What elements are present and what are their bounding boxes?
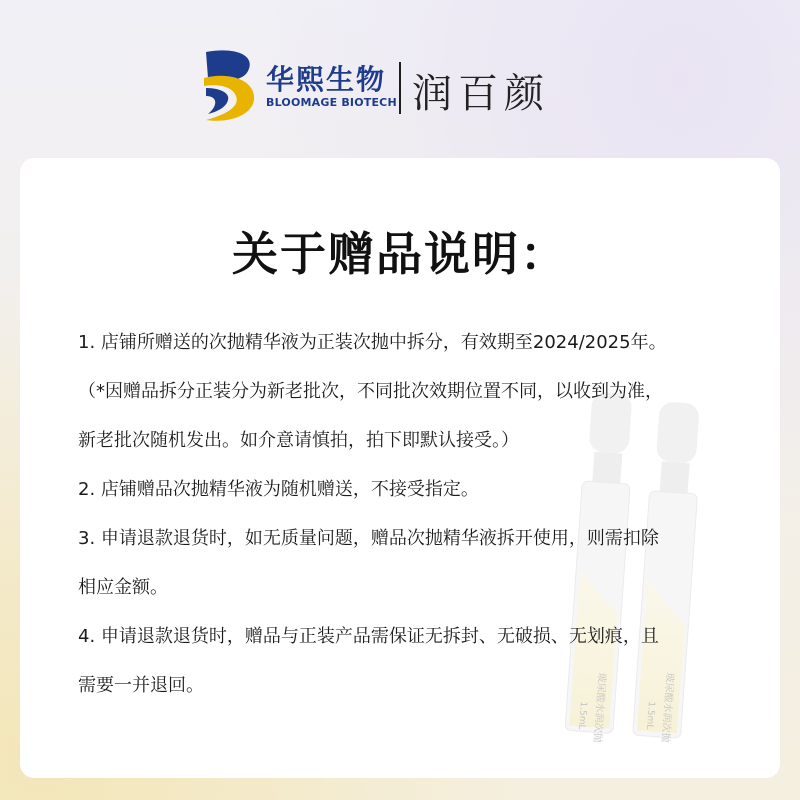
sub-brand-name: 润百颜 (412, 71, 550, 117)
notice-list (78, 318, 748, 710)
bloomage-logo-icon (200, 48, 260, 124)
vial-volume: 1.5mL (644, 700, 656, 730)
brand-divider (399, 62, 401, 114)
notice-line: （*因赠品拆分正装分为新老批次，不同批次效期位置不同，以收到为准， (78, 381, 663, 402)
notice-line: 4. 申请退款退货时，赠品与正装产品需保证无拆封、无破损、无划痕，且 (78, 626, 659, 647)
vial-label: 玻尿酸水润次抛 (591, 672, 608, 743)
vial-label: 玻尿酸水润次抛 (659, 672, 676, 743)
notice-card (20, 158, 780, 778)
notice-line: 1. 店铺所赠送的次抛精华液为正装次抛中拆分，有效期至2024/2025年。 (78, 332, 667, 353)
notice-line: 2. 店铺赠品次抛精华液为随机赠送，不接受指定。 (78, 479, 479, 500)
brand-name-en: BLOOMAGE BIOTECH (266, 96, 397, 109)
vial-volume: 1.5mL (576, 701, 588, 730)
page-title: 关于赠品说明： (232, 227, 568, 281)
notice-line: 需要一并退回。 (78, 675, 204, 696)
brand-header (0, 38, 800, 128)
brand-name-cn: 华熙生物 (266, 63, 387, 96)
notice-line: 新老批次随机发出。如介意请慎拍，拍下即默认接受。） (78, 430, 519, 451)
notice-line: 相应金额。 (78, 577, 168, 598)
notice-line: 3. 申请退款退货时，如无质量问题，赠品次抛精华液拆开使用，则需扣除 (78, 528, 659, 549)
